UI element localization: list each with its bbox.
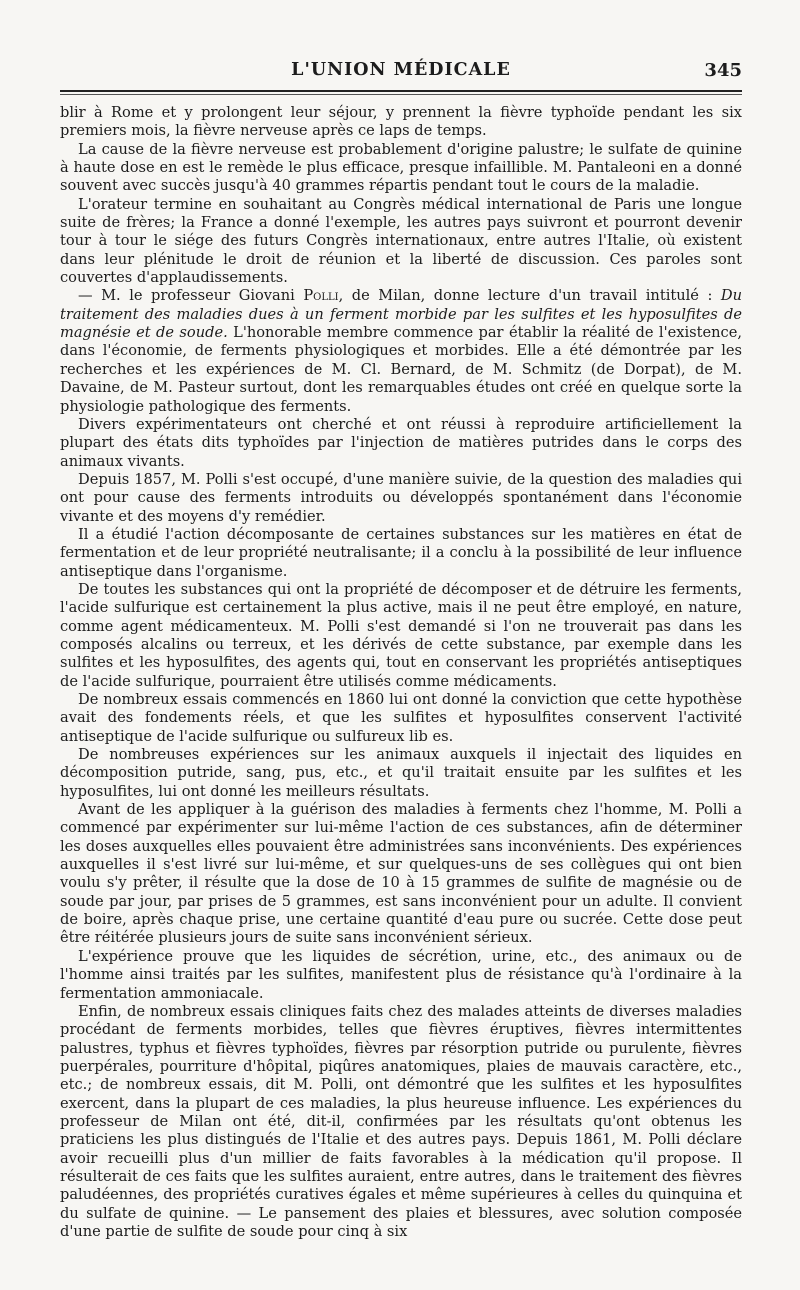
author-name: Polli — [303, 287, 339, 305]
paragraph: Divers expérimentateurs ont cherché et ont réussi à reproduire artificiellement la plupart des états dits typhoïdes par l'injection de matières putrides dans le corps des animaux vivants. — [60, 415, 742, 470]
paragraph: Depuis 1857, M. Polli s'est occupé, d'une manière suivie, de la question des maladies qui ont pour cause des ferments introduits ou développés spontanément dans l'économie vivante et des moyens d'y remédier. — [60, 470, 742, 525]
header-rule — [60, 90, 742, 92]
paragraph: L'orateur termine en souhaitant au Congrès médical international de Paris une longue suite de frères; la France a donné l'exemple, les autres pays suivront et pourront devenir tour à tour le siége des futurs Congrès internationaux, entre autres l'Italie, où existent dans leur plénitude le droit de réunion et la liberté de discussion. Ces paroles sont couvertes d'applaudissements. — [60, 195, 742, 287]
paragraph-rest-text: L'honorable membre commence par établir la réalité de l'existence, dans l'économie, de ferments physiologiques et morbides. Elle a été démontrée par les recherches et les expériences de M. Cl. Bernard, de M. Schmitz (de Dorpat), de M. Davaine, de M. Pasteur surtout, dont les remarquables études ont créé en quelque sorte la physiologie pathologique des ferments. — [60, 324, 742, 415]
paragraph: De nombreux essais commencés en 1860 lui ont donné la conviction que cette hypothèse avait des fondements réels, et que les sulfites et hyposulfites conservent l'activité antiseptique de l'acide sulfurique ou sulfureux lib es. — [60, 691, 742, 745]
paragraph-mid-text: , de Milan, donne lecture d'un travail intitulé : — [338, 287, 721, 305]
page-header — [60, 56, 742, 88]
running-title: L'UNION MÉDICALE — [291, 60, 511, 80]
paragraph: Il a étudié l'action décomposante de certaines substances sur les matières en état de fermentation et de leur propriété neutralisante; il a conclu à la possibilité de leur influence antiseptique dans l'organisme. — [60, 525, 742, 580]
paragraph-polli-intro — [60, 287, 742, 415]
paragraph-intro-text: — M. le professeur Giovani — [78, 287, 304, 305]
paragraph: L'expérience prouve que les liquides de sécrétion, urine, etc., des animaux ou de l'homme ainsi traités par les sulfites, manifestent plus de résistance qu'à l'ordinaire à la fermentation ammoniacale. — [60, 947, 742, 1002]
article-body — [60, 104, 742, 1241]
page-number: 345 — [704, 60, 742, 81]
work-title: Du traitement des maladies dues à un ferment morbide par les sulfites et les hyposulfites de magnésie et de soude. — [60, 287, 742, 342]
paragraph: De toutes les substances qui ont la propriété de décomposer et de détruire les ferments, l'acide sulfurique est certainement la plus active, mais il ne peut être employé, en nature, comme agent médicamenteux. M. Polli s'est demandé si l'on ne trouverait pas dans les composés alcalins ou terreux, et les dérivés de cette substance, par exemple dans les sulfites et les hyposulfites, des agents qui, tout en conservant les propriétés antiseptiques de l'acide sulfurique, pourraient être utilisés comme médicaments. — [60, 580, 742, 690]
paragraph: La cause de la fièvre nerveuse est probablement d'origine palustre; le sulfate de quinine à haute dose en est le remède le plus efficace, presque infaillible. M. Pantaleoni en a donné souvent avec succès jusqu'à 40 grammes répartis pendant tout le cours de la maladie. — [60, 140, 742, 195]
paragraph: Enfin, de nombreux essais cliniques faits chez des malades atteints de diverses maladies procédant de ferments morbides, telles que fièvres éruptives, fièvres intermittentes palustres, typhus et fièvres typhoïdes, fièvres par résorption putride ou purulente, fièvres puerpérales, pourriture d'hôpital, piqûres anatomiques, plaies de mauvais caractère, etc., etc.; de nombreux essais, dit M. Polli, ont démontré que les sulfites et les hyposulfites exercent, dans la plupart de ces maladies, la plus heureuse influence. Les expériences du professeur de Milan ont été, dit-il, confirmées par les résultats qu'ont obtenus les praticiens les plus distingués de l'Italie et des autres pays. Depuis 1861, M. Polli déclare avoir recueilli plus d'un millier de faits favorables à la médication qu'il propose. Il résulterait de ces faits que les sulfites auraient, entre autres, dans le traitement des fièvres paludéennes, des propriétés curatives égales et même supérieures à celles du quinquina et du sulfate de quinine. — Le pansement des plaies et blessures, avec solution composée d'une partie de sulfite de soude pour cinq à six — [60, 1002, 742, 1240]
paragraph: blir à Rome et y prolongent leur séjour, y prennent la fièvre typhoïde pendant les six premiers mois, la fièvre nerveuse après ce laps de temps. — [60, 104, 742, 140]
paragraph: Avant de les appliquer à la guérison des maladies à ferments chez l'homme, M. Polli a commencé par expérimenter sur lui-même l'action de ces substances, afin de déterminer les doses auxquelles elles pouvaient être administrées sans inconvénients. Des expériences auxquelles il s'est livré sur lui-même, et sur quelques-uns de ses collègues qui ont bien voulu s'y prêter, il résulte que la dose de 10 à 15 grammes de sulfite de magnésie ou de soude par jour, par prises de 5 grammes, est sans inconvénient pour un adulte. Il convient de boire, après chaque prise, une certaine quantité d'eau pure ou sucrée. Cette dose peut être réitérée plusieurs jours de suite sans inconvénient sérieux. — [60, 801, 742, 947]
header-rule-thin — [60, 94, 742, 95]
paragraph: De nombreuses expériences sur les animaux auxquels il injectait des liquides en décomposition putride, sang, pus, etc., et qu'il traitait ensuite par les sulfites et les hyposulfites, lui ont donné les meilleurs résultats. — [60, 746, 742, 800]
